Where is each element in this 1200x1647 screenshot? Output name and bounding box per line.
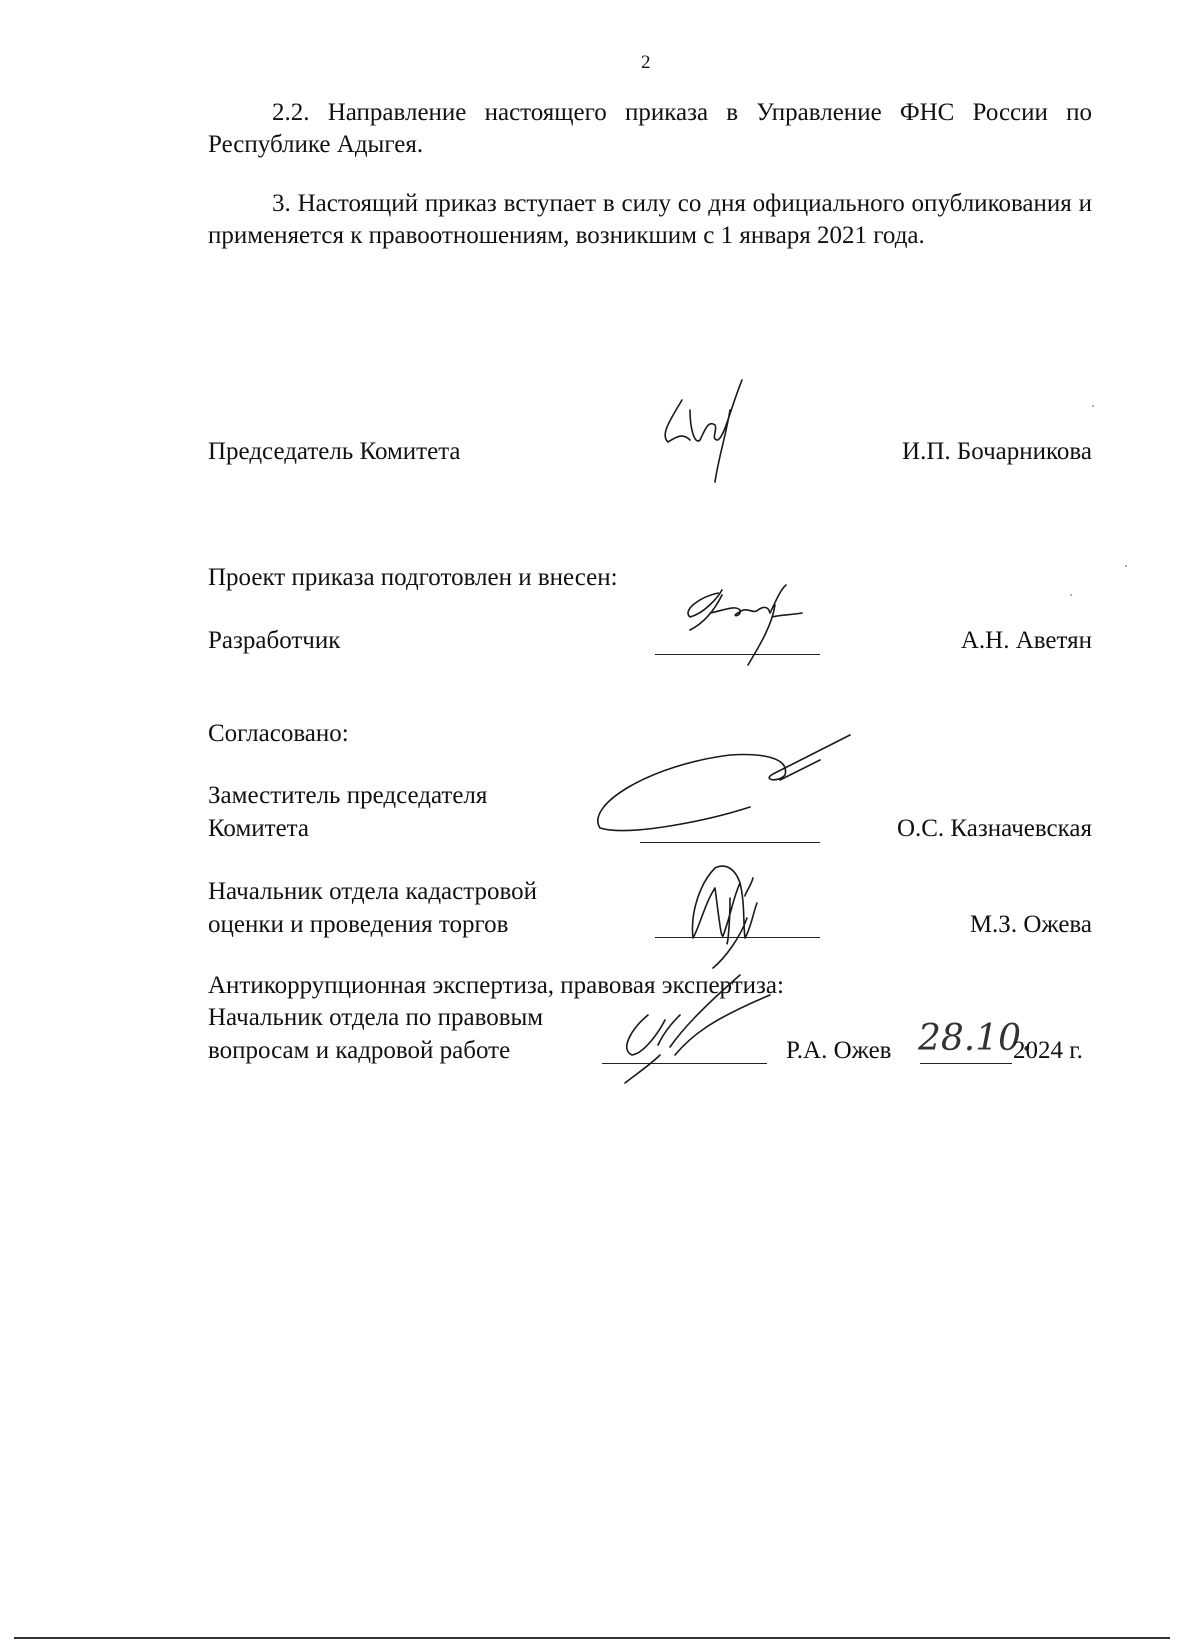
page-number: 2 <box>641 52 651 73</box>
legal-title-line1: Начальник отдела по правовым <box>208 1004 544 1031</box>
project-heading: Проект приказа подготовлен и внесен: <box>208 564 618 591</box>
chair-name: И.П. Бочарникова <box>902 438 1092 465</box>
deputy-name: О.С. Казначевская <box>896 815 1092 842</box>
developer-title: Разработчик <box>208 627 341 654</box>
deputy-title-line1: Заместитель председателя <box>208 782 488 809</box>
paragraph-text: Настоящий приказ вступает в силу со дня официального опубликования и применяется к правоотношениям, возникшим с 1 января 2021 года. <box>208 190 1092 249</box>
agreed-heading: Согласовано: <box>208 720 349 747</box>
cadastral-title-line1: Начальник отдела кадастровой <box>208 878 537 905</box>
cadastral-title-line2: оценки и проведения торгов <box>208 911 509 938</box>
developer-signature <box>680 585 810 675</box>
bottom-rule <box>14 1637 1170 1639</box>
scan-speck <box>1125 565 1127 567</box>
paragraph-2-2 <box>208 97 1092 161</box>
legal-title-line2: вопросам и кадровой работе <box>208 1037 511 1064</box>
deputy-title-line2: Комитета <box>208 815 310 842</box>
chair-title: Председатель Комитета <box>208 438 461 465</box>
date-year: 2024 г. <box>1013 1037 1083 1064</box>
developer-name: А.Н. Аветян <box>960 627 1092 654</box>
scan-speck <box>1070 594 1072 596</box>
paragraph-number: 2.2. <box>272 99 310 126</box>
cadastral-signature <box>685 858 775 973</box>
date-line <box>920 1063 1012 1064</box>
cadastral-name: М.З. Ожева <box>969 911 1092 938</box>
legal-name: Р.А. Ожев <box>786 1037 892 1064</box>
scan-speck <box>1092 405 1094 407</box>
legal-heading: Антикоррупционная экспертиза, правовая экспертиза: <box>208 972 784 999</box>
legal-signature <box>620 975 780 1085</box>
handwritten-date: 28.10. <box>918 1018 1033 1059</box>
chair-signature <box>660 380 760 490</box>
paragraph-3 <box>208 188 1092 252</box>
paragraph-number: 3. <box>272 190 291 217</box>
paragraph-text: Направление настоящего приказа в Управление ФНС России по Республике Адыгея. <box>208 99 1092 158</box>
